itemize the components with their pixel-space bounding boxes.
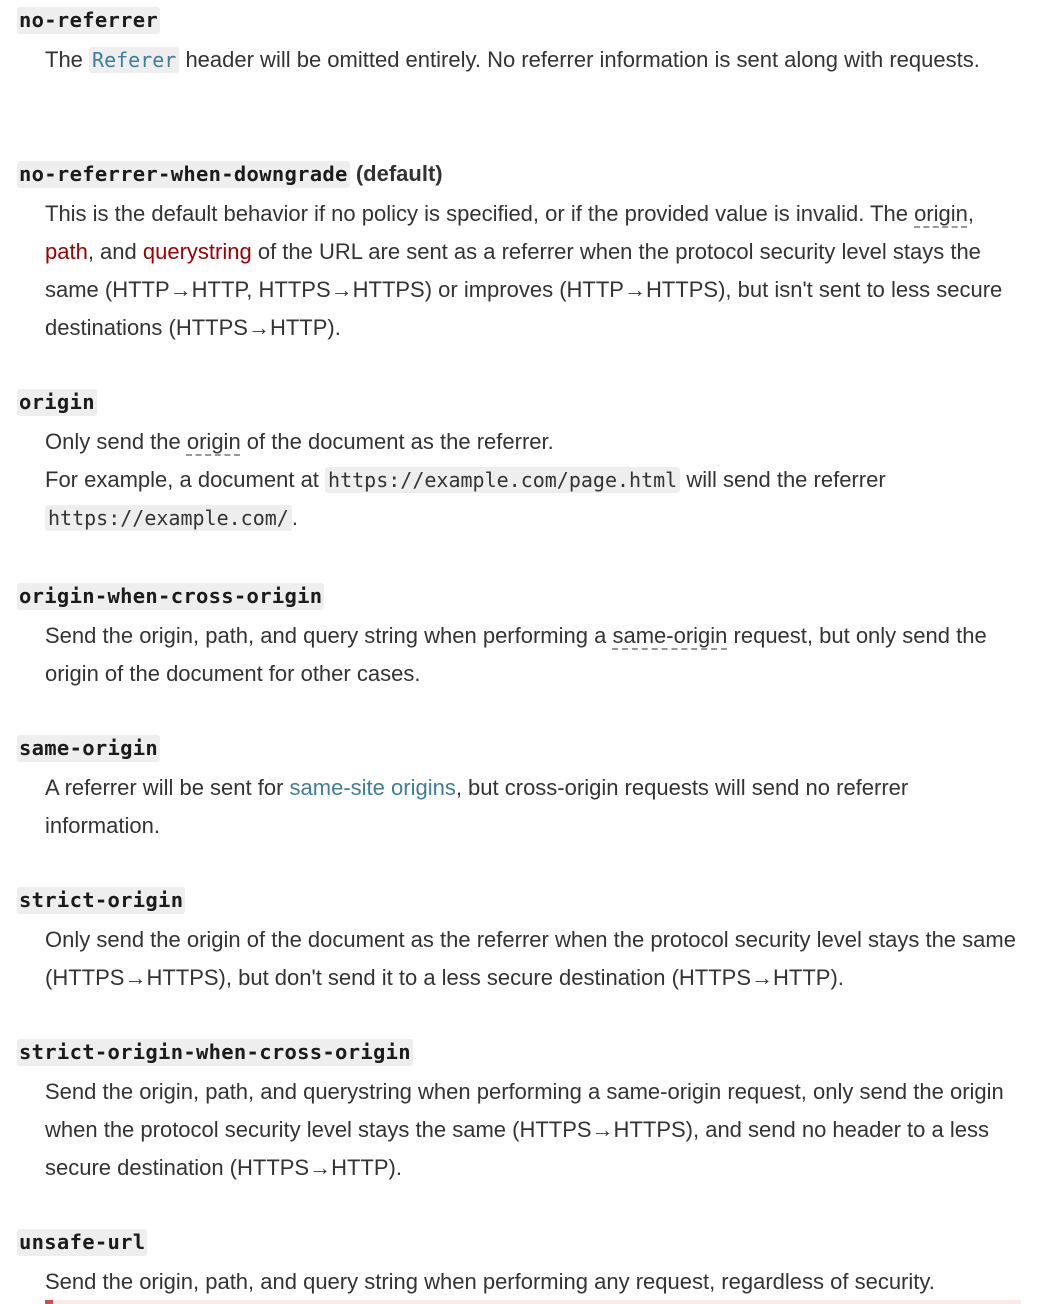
- desc-no-referrer-when-downgrade: [45, 195, 1024, 347]
- warning-accent-bar: [45, 1300, 53, 1304]
- text: Send the origin, path, and query string when performing a: [45, 623, 613, 648]
- term-same-origin: [17, 734, 160, 762]
- description-paragraph: [45, 617, 1024, 693]
- term-code: strict-origin-when-cross-origin: [19, 1040, 411, 1064]
- text: .: [291, 505, 298, 530]
- text: of the document as the referrer.: [240, 429, 554, 454]
- desc-unsafe-url: [45, 1263, 1024, 1301]
- querystring-link[interactable]: querystring: [142, 239, 252, 264]
- same-site-origins-link[interactable]: same-site origins: [289, 775, 456, 800]
- description-paragraph: [45, 1073, 1024, 1187]
- desc-no-referrer: [45, 41, 1024, 79]
- text: Send the origin, path, and query string when performing any request, regardless of security.: [45, 1269, 935, 1294]
- text: , and: [87, 239, 143, 264]
- description-paragraph: [45, 195, 1024, 347]
- same-origin-glossary-link[interactable]: same-origin: [612, 623, 728, 648]
- desc-strict-origin-when-cross-origin: [45, 1073, 1024, 1187]
- text: Only send the origin of the document as the referrer when the protocol security level stays the same (HTTPS→HTTPS), but don't send it to a less secure destination (HTTPS→HTTP).: [45, 927, 1016, 990]
- term-code: origin-when-cross-origin: [19, 584, 323, 608]
- warning-note-box: [45, 1300, 1021, 1304]
- text: will send the referrer: [680, 467, 886, 492]
- text: , but cross-origin requests will send no referrer information.: [45, 775, 909, 838]
- description-paragraph: [45, 1263, 1024, 1301]
- description-paragraph: [45, 769, 1024, 845]
- text: ,: [967, 201, 974, 226]
- desc-strict-origin: [45, 921, 1024, 997]
- description-paragraph: [45, 423, 1024, 461]
- text: Only send the: [45, 429, 187, 454]
- term-origin: [17, 388, 97, 416]
- text: A referrer will be sent for: [45, 775, 290, 800]
- referer-header-link[interactable]: Referer: [89, 47, 179, 73]
- term-no-referrer-when-downgrade: [17, 160, 443, 188]
- default-label: (default): [355, 161, 443, 186]
- term-unsafe-url: [17, 1228, 147, 1256]
- text: header will be omitted entirely. No referrer information is sent along with requests.: [179, 47, 980, 72]
- term-code: strict-origin: [19, 888, 184, 912]
- term-code: no-referrer-when-downgrade: [19, 162, 348, 186]
- term-strict-origin: [17, 886, 185, 914]
- text: Send the origin, path, and querystring when performing a same-origin request, only send the origin when the protocol security level stays the same (HTTPS→HTTPS), and send no header to a less secure destination (HTTPS→HTTP).: [45, 1079, 1004, 1180]
- term-strict-origin-when-cross-origin: [17, 1038, 413, 1066]
- text: The: [45, 47, 90, 72]
- example-url-code: https://example.com/page.html: [325, 467, 680, 493]
- origin-glossary-link[interactable]: origin: [186, 429, 241, 454]
- text: For example, a document at: [45, 467, 326, 492]
- text: request, but only send the origin of the document for other cases.: [45, 623, 987, 686]
- example-paragraph: [45, 461, 1024, 537]
- referrer-url-code: https://example.com/: [45, 505, 292, 531]
- term-no-referrer: [17, 6, 160, 34]
- text: of the URL are sent as a referrer when the protocol security level stays the same (HTTP→HTTP, HTTPS→HTTPS) or improves (HTTP→HTTPS), but isn't sent to less secure destinations (HTTPS→HTTP).: [45, 239, 1003, 340]
- term-origin-when-cross-origin: [17, 582, 324, 610]
- description-paragraph: [45, 41, 1024, 79]
- term-code: same-origin: [19, 736, 159, 760]
- origin-glossary-link[interactable]: origin: [914, 201, 968, 226]
- term-code: no-referrer: [19, 8, 159, 32]
- description-paragraph: [45, 921, 1024, 997]
- text: This is the default behavior if no policy is specified, or if the provided value is invalid. The: [45, 201, 915, 226]
- path-link[interactable]: path: [45, 239, 88, 264]
- desc-same-origin: [45, 769, 1024, 845]
- term-code: origin: [19, 390, 95, 414]
- desc-origin-when-cross-origin: [45, 617, 1024, 693]
- term-code: unsafe-url: [19, 1230, 146, 1254]
- desc-origin: [45, 423, 1024, 537]
